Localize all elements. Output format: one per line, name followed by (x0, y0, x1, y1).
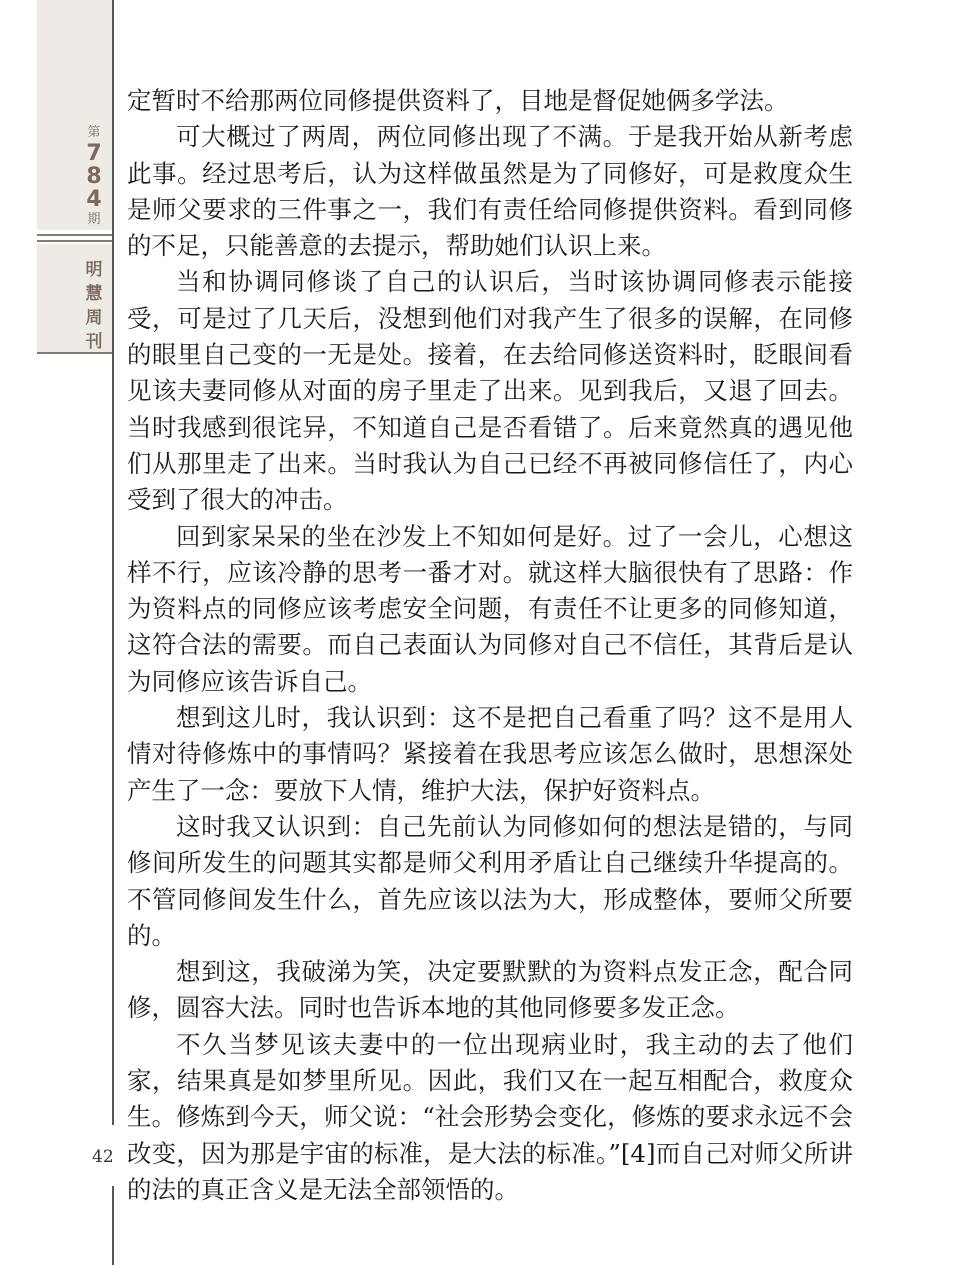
issue-digit: 4 (86, 187, 102, 212)
issue-suffix: 期 (87, 212, 101, 227)
magazine-char: 周 (85, 308, 103, 328)
paragraph: 想到这，我破涕为笑，决定要默默的为资料点发正念，配合同修，圆容大法。同时也告诉本地的其他同修要多发正念。 (127, 957, 853, 1023)
margin-rule-lower (112, 1186, 114, 1265)
paragraph: 这时我又认识到：自己先前认为同修如何的想法是错的，与同修间所发生的问题其实都是师父利用矛盾让自己继续升华提高的。不管同修间发生什么，首先应该以法为大，形成整体，要师父所要的。 (127, 811, 853, 950)
paragraph: 定暂时不给那两位同修提供资料了，目地是督促她俩多学法。 (127, 86, 789, 115)
issue-number (74, 124, 114, 229)
article-body (127, 83, 853, 1208)
paragraph: 想到这儿时，我认识到：这不是把自己看重了吗？这不是用人情对待修炼中的事情吗？紧接着在我思考应该怎么做时，思想深处产生了一念：要放下人情，维护大法，保护好资料点。 (127, 703, 853, 805)
sidebar-divider (37, 240, 112, 242)
sidebar-divider (37, 234, 112, 236)
magazine-char: 明 (85, 260, 103, 280)
paragraph: 不久当梦见该夫妻中的一位出现病业时，我主动的去了他们家，结果真是如梦里所见。因此，我们又在一起互相配合，救度众生。修炼到今天，师父说：“社会形势会变化，修炼的要求永远不会改变，因为那是宇宙的标准，是大法的标准。”[4]而自己对师父所讲的法的真正含义是无法全部领悟的。 (127, 1029, 853, 1204)
magazine-title (76, 258, 112, 354)
paragraph: 当和协调同修谈了自己的认识后，当时该协调同修表示能接受，可是过了几天后，没想到他们对我产生了很多的误解，在同修的眼里自己变的一无是处。接着，在去给同修送资料时，眨眼间看见该夫妻同修从对面的房子里走了出来。见到我后，又退了回去。当时我感到很诧异，不知道自己是否看错了。后来竟然真的遇见他们从那里走了出来。当时我认为自己已经不再被同修信任了，内心受到了很大的冲击。 (127, 267, 853, 515)
paragraph: 回到家呆呆的坐在沙发上不知如何是好。过了一会儿，心想这样不行，应该冷静的思考一番才对。就这样大脑很快有了思路：作为资料点的同修应该考虑安全问题，有责任不让更多的同修知道，这符合法的需要。而自己表面认为同修对自己不信任，其背后是认为同修应该告诉自己。 (127, 521, 853, 696)
issue-digit: 8 (86, 164, 102, 189)
issue-prefix: 第 (87, 125, 101, 140)
page-number: 42 (92, 1147, 114, 1167)
magazine-char: 刊 (85, 332, 103, 352)
magazine-char: 慧 (85, 284, 103, 304)
paragraph: 可大概过了两周，两位同修出现了不满。于是我开始从新考虑此事。经过思考后，认为这样做虽然是为了同修好，可是救度众生是师父要求的三件事之一，我们有责任给同修提供资料。看到同修的不足，只能善意的去提示，帮助她们认识上来。 (127, 122, 853, 261)
issue-digit: 7 (86, 141, 102, 166)
